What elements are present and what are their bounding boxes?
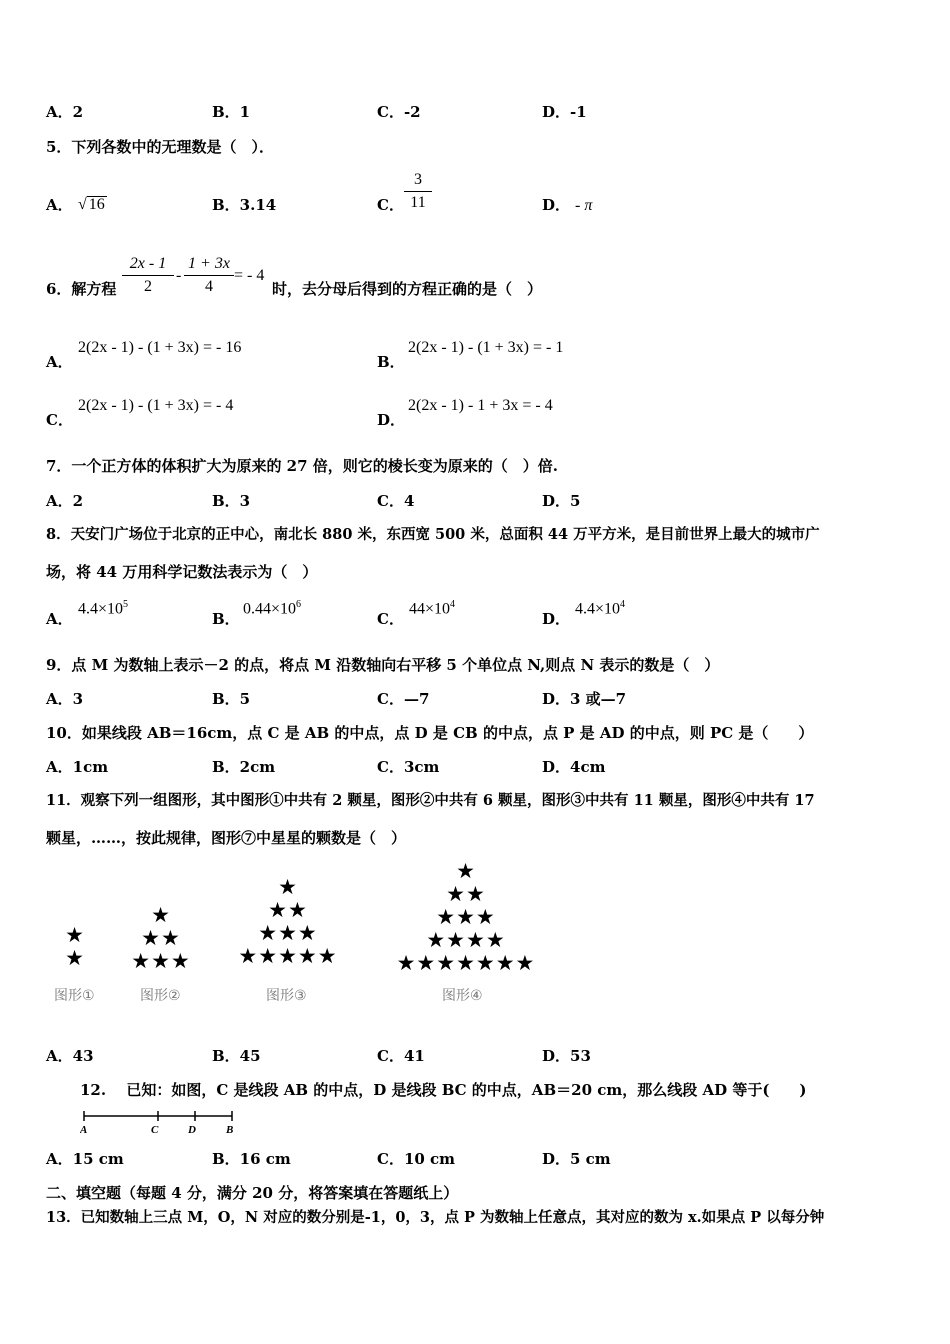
q12-stem: 12. 已知：如图，C 是线段 AB 的中点，D 是线段 BC 的中点，AB＝20 cm，那么线段 AD 等于( ) — [80, 1081, 807, 1099]
section2-title: 二、填空题（每题 4 分，满分 20 分，将答案填在答题纸上） — [46, 1184, 459, 1202]
q12-option-c: C．10 cm — [377, 1150, 456, 1168]
q8-option-a-label: A． — [46, 610, 73, 628]
q12-option-a: A．15 cm — [46, 1150, 124, 1168]
q6-option-c-label: C． — [46, 411, 73, 429]
q12-option-d: D．5 cm — [542, 1150, 611, 1168]
q5-option-b: B．3.14 — [212, 196, 277, 214]
q5-option-a-sqrt: √ 16 — [78, 196, 105, 213]
q12-segment-diagram — [80, 1108, 240, 1138]
q9-option-c: C．—7 — [377, 690, 430, 708]
q8-option-d-label: D． — [542, 610, 571, 628]
q9-option-b: B．5 — [212, 690, 251, 708]
q11-stem-line2: 颗星，……，按此规律，图形⑦中星星的颗数是（ ） — [46, 829, 407, 847]
q6-fraction-2: $\frac{1 + 3x}{4}$ — [184, 256, 234, 295]
q8-stem-line1: 8．天安门广场位于北京的正中心，南北长 880 米，东西宽 500 米，总面积 44 万平方米，是目前世界上最大的城市广 — [46, 526, 820, 543]
q8-option-a-value: $4.4\times 10^5$ — [78, 599, 129, 618]
fig1-label: 图形① — [54, 988, 95, 1004]
q10-option-d: D．4cm — [542, 758, 606, 776]
q9-option-d: D．3 或—7 — [542, 690, 627, 708]
fig2-label: 图形② — [140, 988, 181, 1004]
q4-option-d: D．-1 — [542, 103, 587, 121]
star-figure-4: ★ ★★ ★★★ ★★★★ ★★★★★★★ — [396, 859, 536, 976]
q6-fraction-1: $\frac{2x - 1}{2}$ — [122, 256, 174, 295]
q6-option-b-eq: 2(2x - 1) - (1 + 3x) = - 1 — [408, 339, 564, 356]
q7-option-d: D．5 — [542, 492, 581, 510]
q9-option-a: A．3 — [46, 690, 84, 708]
q6-option-c-eq: 2(2x - 1) - (1 + 3x) = - 4 — [78, 397, 234, 414]
q5-option-d-label: D． — [542, 196, 571, 214]
q4-option-c: C．-2 — [377, 103, 421, 121]
q11-option-c: C．41 — [377, 1047, 425, 1065]
star-figure-2: ★ ★★ ★★★ — [131, 903, 191, 974]
q4-option-a: A．2 — [46, 103, 84, 121]
q5-option-c-label: C． — [377, 196, 404, 214]
q12-point-d: D — [188, 1124, 196, 1136]
q5-option-d-value: - π — [575, 197, 593, 214]
fig3-label: 图形③ — [266, 988, 307, 1004]
q12-point-b: B — [226, 1124, 234, 1136]
fig4-label: 图形④ — [442, 988, 483, 1004]
q8-option-d-value: $4.4\times 10^4$ — [575, 599, 626, 618]
q9-stem: 9．点 M 为数轴上表示－2 的点，将点 M 沿数轴向右平移 5 个单位点 N,则点 N 表示的数是（ ） — [46, 656, 720, 674]
q10-stem: 10．如果线段 AB＝16cm，点 C 是 AB 的中点，点 D 是 CB 的中点，点 P 是 AD 的中点，则 PC 是（ ） — [46, 724, 814, 742]
q10-option-b: B．2cm — [212, 758, 276, 776]
q6-stem-end: 时，去分母后得到的方程正确的是（ ） — [272, 280, 543, 298]
q7-option-c: C．4 — [377, 492, 415, 510]
q8-option-b-value: $0.44\times 10^6$ — [243, 599, 302, 618]
q7-option-a: A．2 — [46, 492, 84, 510]
q8-stem-line2: 场，将 44 万用科学记数法表示为（ ） — [46, 563, 318, 581]
q7-stem: 7．一个正方体的体积扩大为原来的 27 倍，则它的棱长变为原来的（ ）倍. — [46, 457, 558, 475]
q8-option-c-value: $44\times 10^4$ — [409, 599, 456, 618]
q11-stem-line1: 11．观察下列一组图形，其中图形①中共有 2 颗星，图形②中共有 6 颗星，图形③中共有 11 颗星，图形④中共有 17 — [46, 792, 815, 809]
q5-option-a-label: A． — [46, 196, 73, 214]
q12-option-b: B．16 cm — [212, 1150, 291, 1168]
star-figure-3: ★ ★★ ★★★ ★★★★★ — [238, 875, 338, 969]
q11-option-d: D．53 — [542, 1047, 591, 1065]
q6-minus: - — [176, 267, 182, 284]
q13-stem: 13．已知数轴上三点 M，O，N 对应的数分别是-1，0，3，点 P 为数轴上任意点，其对应的数为 x.如果点 P 以每分钟 — [46, 1209, 825, 1226]
q7-option-b: B．3 — [212, 492, 251, 510]
q6-stem-start: 6．解方程 — [46, 280, 117, 298]
q5-option-c-fraction: $\frac{3}{11}$ — [404, 172, 432, 211]
q5-stem: 5．下列各数中的无理数是（ ）． — [46, 138, 274, 156]
q4-option-b: B．1 — [212, 103, 251, 121]
star-figure-1: ★ ★ — [65, 923, 85, 971]
q10-option-c: C．3cm — [377, 758, 440, 776]
q11-option-b: B．45 — [212, 1047, 261, 1065]
q12-point-c: C — [151, 1124, 159, 1136]
q6-option-d-eq: 2(2x - 1) - 1 + 3x = - 4 — [408, 397, 553, 414]
q6-option-d-label: D． — [377, 411, 406, 429]
q8-option-c-label: C． — [377, 610, 404, 628]
q11-option-a: A．43 — [46, 1047, 94, 1065]
q6-option-a-eq: 2(2x - 1) - (1 + 3x) = - 16 — [78, 339, 242, 356]
q6-option-a-label: A． — [46, 353, 73, 371]
q12-point-a: A — [80, 1124, 88, 1136]
q10-option-a: A．1cm — [46, 758, 109, 776]
q8-option-b-label: B． — [212, 610, 240, 628]
q6-rhs: = - 4 — [234, 267, 265, 284]
q6-option-b-label: B． — [377, 353, 405, 371]
